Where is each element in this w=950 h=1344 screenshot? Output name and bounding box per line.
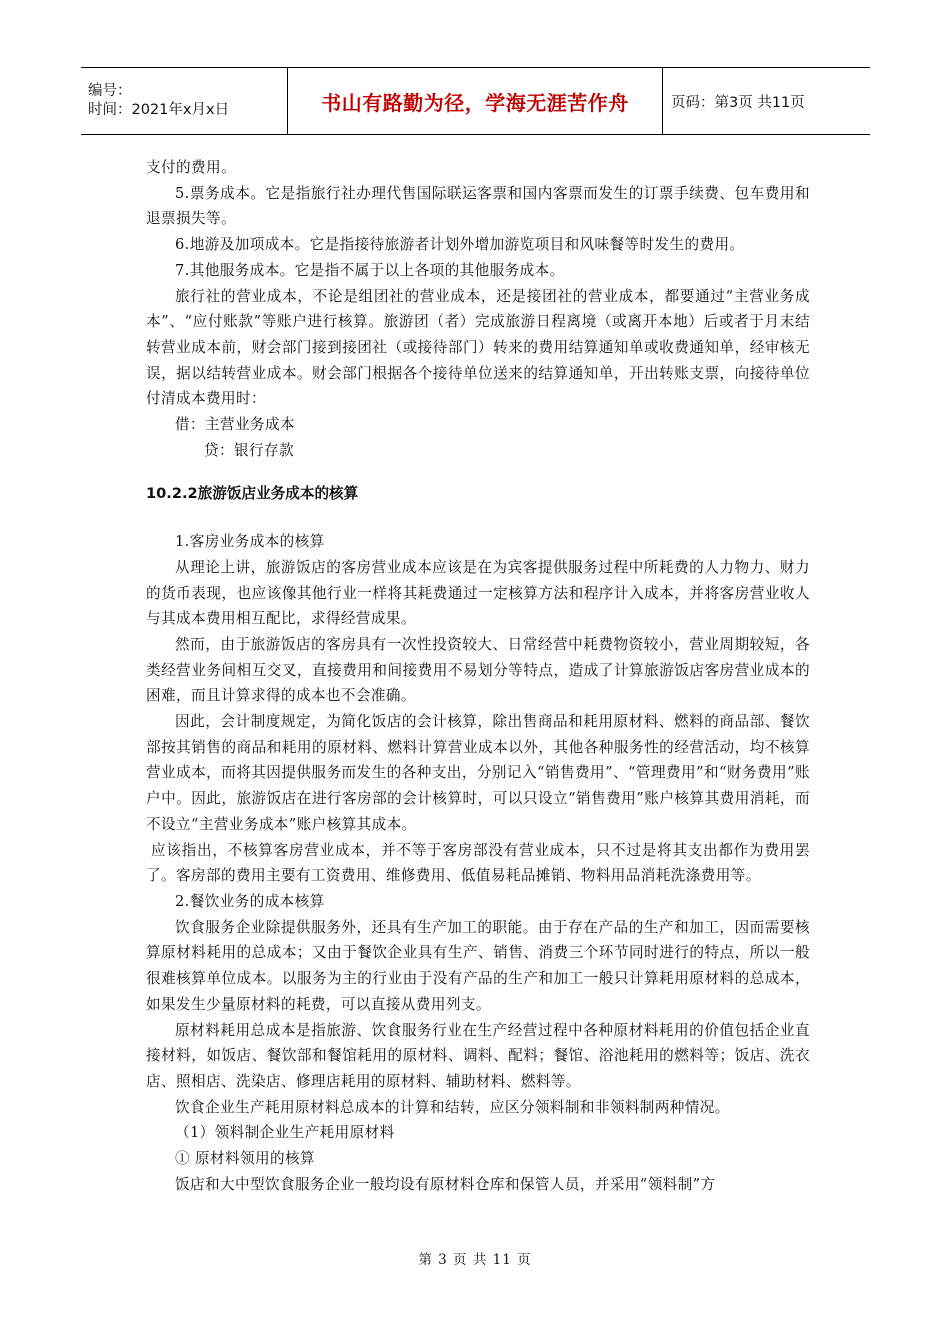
document-number-label: 编号： (88, 83, 132, 99)
header-page-cell (663, 68, 871, 135)
header-motto: 书山有路勤为径，学海无涯苦作舟 (321, 90, 629, 115)
paragraph: 因此，会计制度规定，为简化饭店的会计核算，除出售商品和耗用原材料、燃料的商品部、餐饮部按其销售的商品和耗用的原材料、燃料计算营业成本以外，其他各种服务性的经营活动，均不核算营业成本，而将其因提供服务而发生的各种支出，分别记入“销售费用”、“管理费用”和“财务费用”账户中。因此，旅游饭店在进行客房部的会计核算时，可以只设立“销售费用”账户核算其费用消耗，而不设立“主营业务成本”账户核算其成本。 (146, 713, 810, 833)
paragraph: 饭店和大中型饮食服务企业一般均设有原材料仓库和保管人员，并采用“领料制”方 (175, 1175, 716, 1193)
subsection-title: （1）领料制企业生产耗用原材料 (175, 1124, 395, 1142)
paragraph: 原材料耗用总成本是指旅游、饮食服务行业在生产经营过程中各种原材料耗用的价值包括企业直接材料，如饭店、餐饮部和餐馆耗用的原材料、调料、配料；餐馆、浴池耗用的燃料等；饭店、洗衣店、照相店、洗染店、修理店耗用的原材料、辅助材料、燃料等。 (146, 1021, 810, 1090)
page-footer: 第 3 页 共 11 页 (418, 1252, 532, 1268)
paragraph: 旅行社的营业成本，不论是组团社的营业成本，还是接团社的营业成本，都要通过“主营业务成本”、“应付账款”等账户进行核算。旅游团（者）完成旅游日程离境（或离开本地）后或者于月末结转营业成本前，财会部门接到接团社（或接待部门）转来的费用结算通知单或收费通知单，经审核无误，据以结转营业成本。财会部门根据各个接待单位送来的结算通知单，开出转账支票，向接待单位付清成本费用时： (146, 287, 810, 408)
header-page-label: 页码：第3页 共11页 (671, 94, 805, 111)
header-motto-cell (288, 68, 663, 135)
document-date-label: 时间：2021年x月x日 (88, 102, 230, 118)
paragraph: 支付的费用。 (146, 159, 236, 176)
subsection-title: 1.客房业务成本的核算 (175, 533, 325, 551)
journal-entry-credit: 贷：银行存款 (204, 441, 294, 459)
header-info-cell (81, 68, 288, 135)
section-heading: 10.2.2旅游饭店业务成本的核算 (146, 485, 359, 503)
paragraph: 5.票务成本。它是指旅行社办理代售国际联运客票和国内客票而发生的订票手续费、包车费用和退票损失等。 (146, 184, 810, 228)
paragraph: 从理论上讲，旅游饭店的客房营业成本应该是在为宾客提供服务过程中所耗费的人力物力、财力的货币表现，也应该像其他行业一样将其耗费通过一定核算方法和程序计入成本，并将客房营业收人与其成本费用相互配比，求得经营成果。 (146, 558, 810, 628)
document-header (81, 67, 870, 135)
paragraph: 然而，由于旅游饭店的客房具有一次性投资较大、日常经营中耗费物资较小，营业周期较短，各类经营业务间相互交叉，直接费用和间接费用不易划分等特点，造成了计算旅游饭店客房营业成本的困难，而且计算求得的成本也不会准确。 (146, 635, 810, 705)
document-body (146, 155, 810, 1197)
subsection-title: 2.餐饮业务的成本核算 (175, 892, 325, 910)
subsection-title: ① 原材料领用的核算 (175, 1150, 315, 1168)
paragraph: 应该指出，不核算客房营业成本，并不等于客房部没有营业成本，只不过是将其支出都作为费用罢了。客房部的费用主要有工资费用、维修费用、低值易耗品摊销、物料用品消耗洗涤费用等。 (146, 841, 810, 885)
paragraph: 7.其他服务成本。它是指不属于以上各项的其他服务成本。 (175, 261, 565, 279)
paragraph: 饮食服务企业除提供服务外，还具有生产加工的职能。由于存在产品的生产和加工，因而需要核算原材料耗用的总成本；又由于餐饮企业具有生产、销售、消费三个环节同时进行的特点，所以一般很难核算单位成本。以服务为主的行业由于没有产品的生产和加工一般只计算耗用原材料的总成本，如果发生少量原材料的耗费，可以直接从费用列支。 (146, 918, 810, 1013)
paragraph: 6.地游及加项成本。它是指接待旅游者计划外增加游览项目和风味餐等时发生的费用。 (175, 236, 745, 254)
paragraph: 饮食企业生产耗用原材料总成本的计算和结转，应区分领料制和非领料制两种情况。 (175, 1098, 730, 1116)
journal-entry-debit: 借：主营业务成本 (175, 416, 295, 434)
